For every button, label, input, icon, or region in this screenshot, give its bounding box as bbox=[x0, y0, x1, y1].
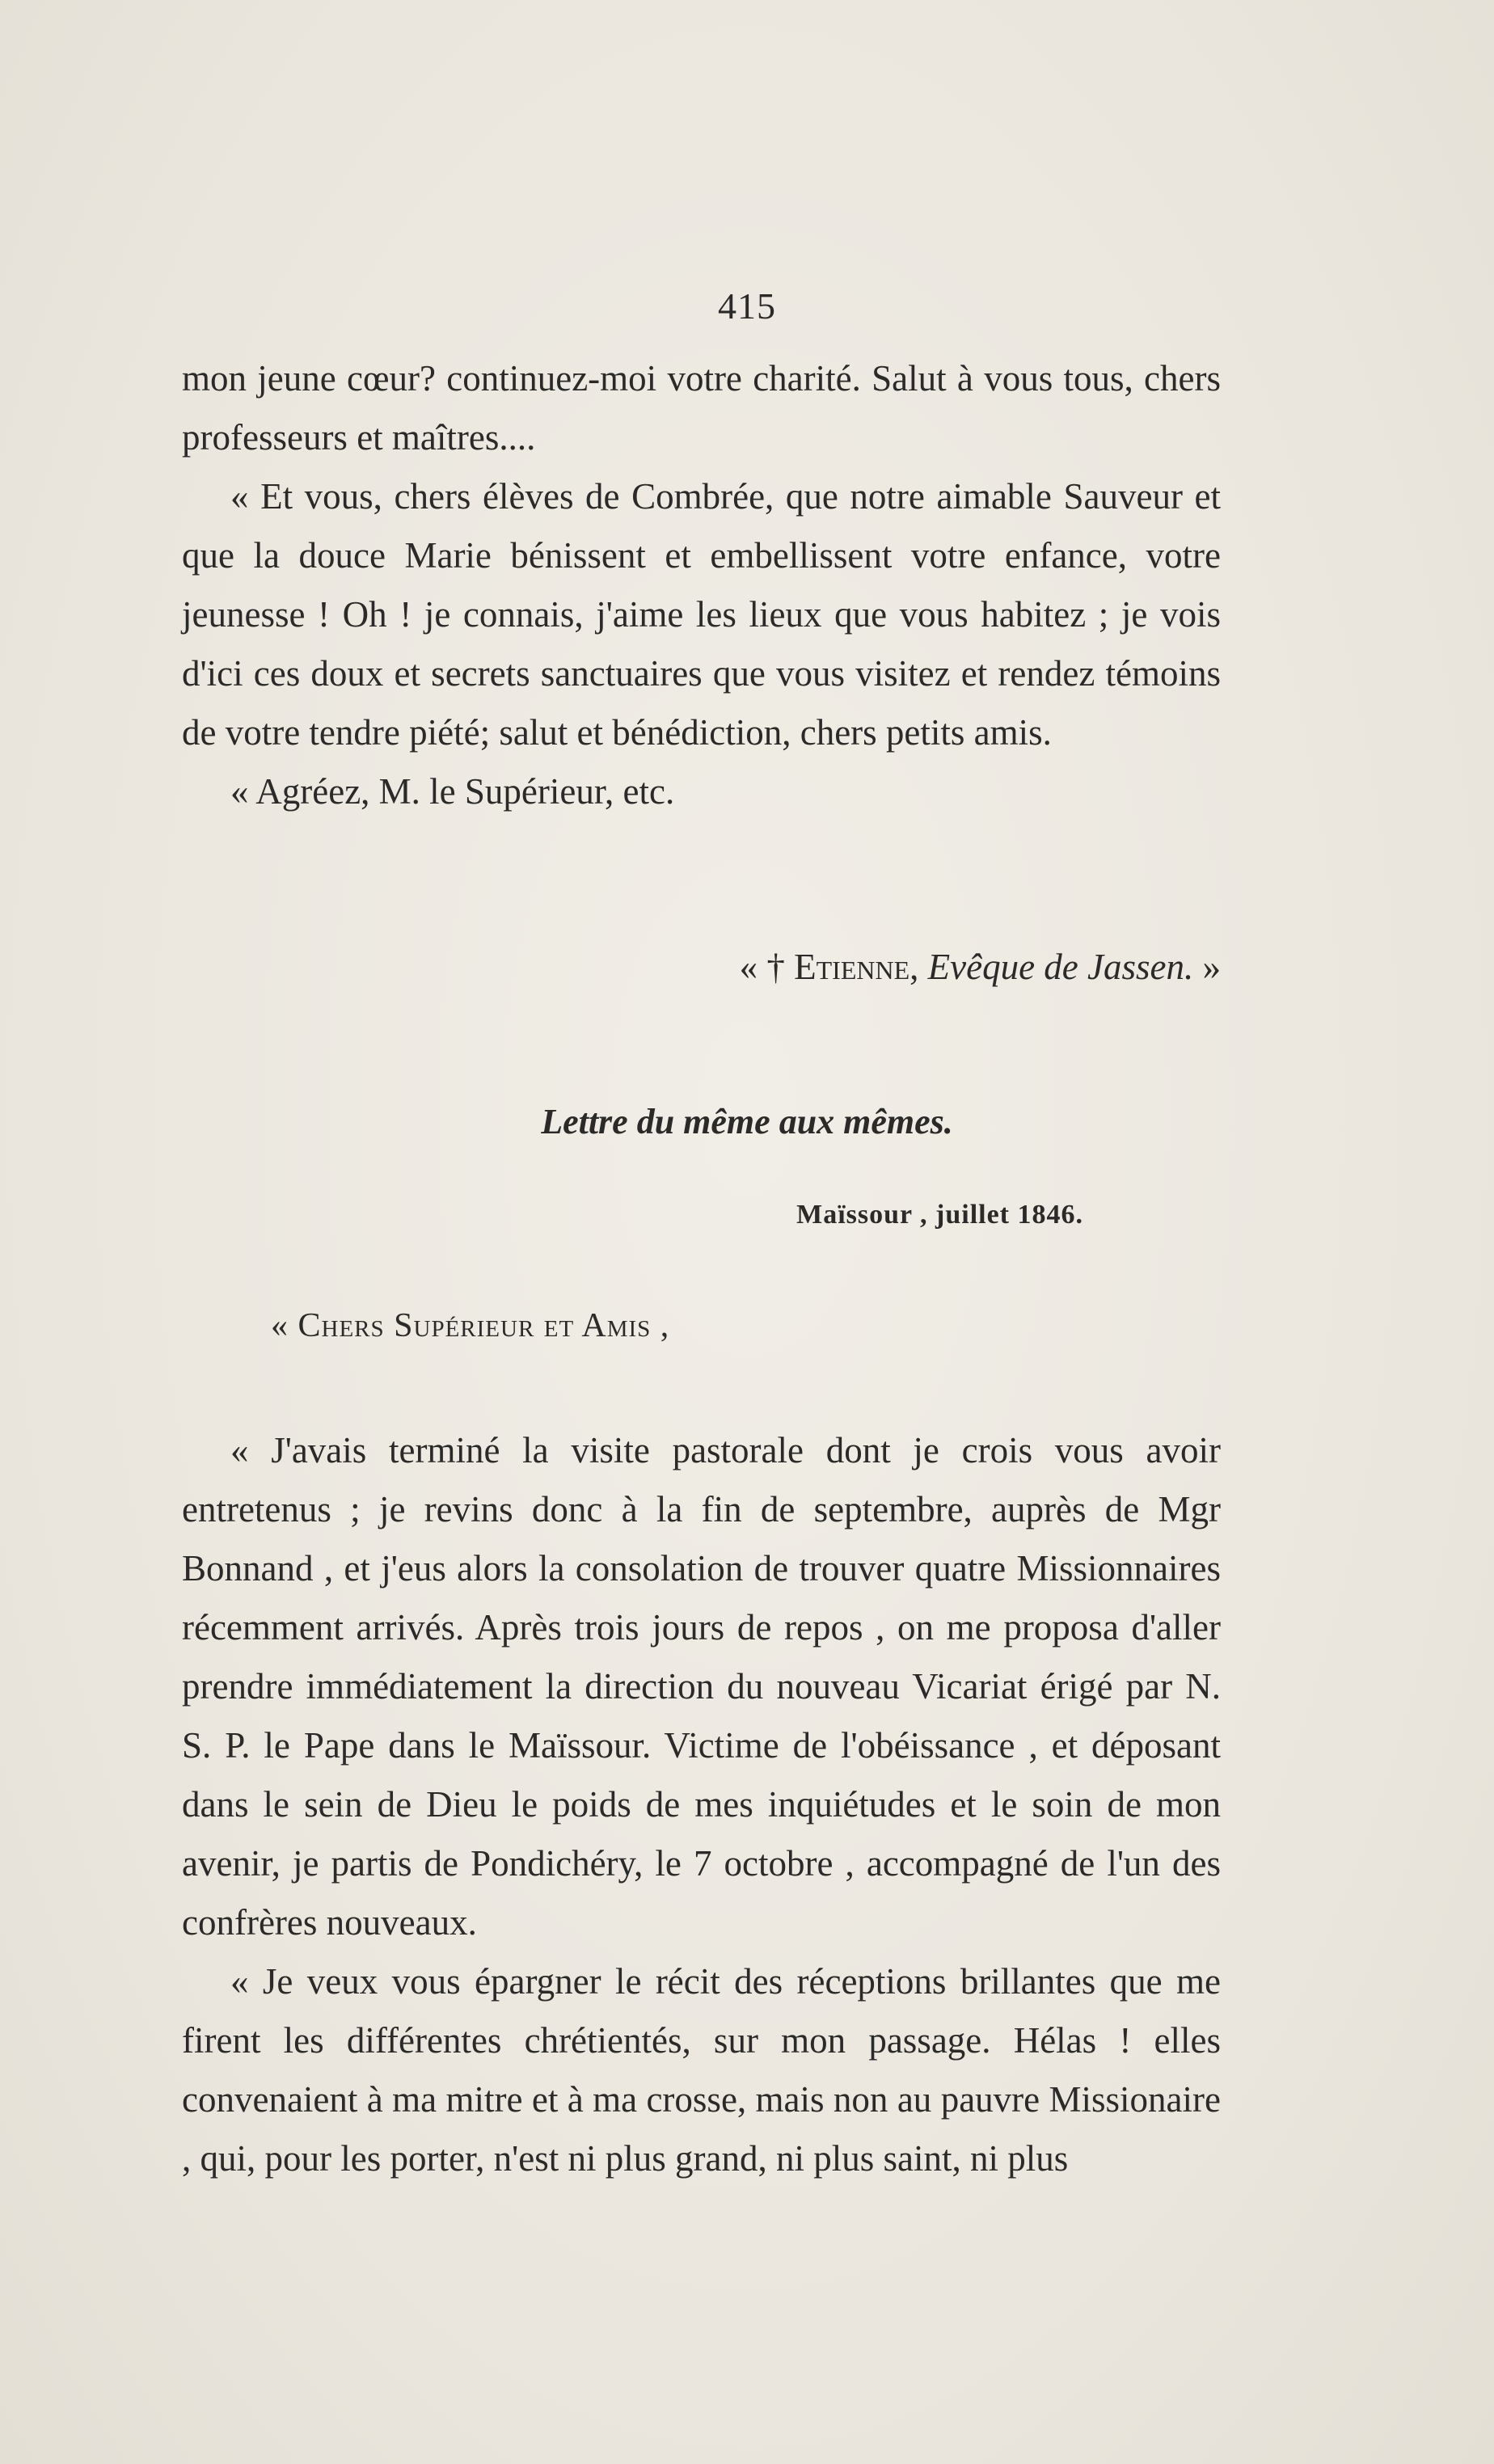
signature-title: Evêque de Jassen. bbox=[927, 947, 1194, 987]
signature-open: « † bbox=[739, 947, 795, 987]
letter-dateline: Maïssour , juillet 1846. bbox=[796, 1200, 1083, 1230]
signature bbox=[182, 946, 1221, 988]
signature-separator: , bbox=[909, 947, 928, 987]
paragraph-visite-pastorale: « J'avais terminé la visite pastorale dont je crois vous avoir entretenus ; je revins donc à la fin de septembre, auprès de Mgr Bonnand , et j'eus alors la consolation de trouver quatre Missionnaires récemment arrivés. Après trois jours de repos , on me proposa d'aller prendre immédiatement la direction du nouveau Vicariat érigé par N. S. P. le Pape dans le Maïssour. Victime de l'obéissance , et déposant dans le sein de Dieu le poids de mes inquiétudes et le soin de mon avenir, je partis de Pondichéry, le 7 octobre , accompagné de l'un des confrères nouveaux. bbox=[182, 1430, 1221, 1943]
signature-name: Etienne bbox=[794, 947, 910, 987]
page-number: 415 bbox=[718, 285, 776, 327]
paragraph-eleves: « Et vous, chers élèves de Combrée, que notre aimable Sauveur et que la douce Marie bénissent et embellissent votre enfance, votre jeunesse ! Oh ! je connais, j'aime les lieux que vous habitez ; je vois d'ici ces doux et secrets sanctuaires que vous visitez et rendez témoins de votre tendre piété; salut et bénédiction, chers petits amis. bbox=[182, 476, 1221, 753]
signature-close: » bbox=[1193, 947, 1221, 987]
paragraph-agreez: « Agréez, M. le Supérieur, etc. bbox=[230, 771, 675, 812]
paragraph-continuation: mon jeune cœur? continuez-moi votre charité. Salut à vous tous, chers professeurs et maîtres.... bbox=[182, 358, 1221, 458]
letter-body bbox=[182, 1421, 1221, 2188]
signature-line bbox=[182, 946, 1221, 1005]
section-1-text bbox=[182, 349, 1221, 821]
paragraph-receptions: « Je veux vous épargner le récit des réceptions brillantes que me firent les différentes chrétientés, sur mon passage. Hélas ! elles convenaient à ma mitre et à ma crosse, mais non au pauvre Missionaire , qui, pour les porter, n'est ni plus grand, ni plus saint, ni plus bbox=[182, 1961, 1221, 2179]
letter-salutation: « Chers Supérieur et Amis , bbox=[271, 1307, 670, 1344]
letter-heading: Lettre du même aux mêmes. bbox=[541, 1102, 953, 1141]
